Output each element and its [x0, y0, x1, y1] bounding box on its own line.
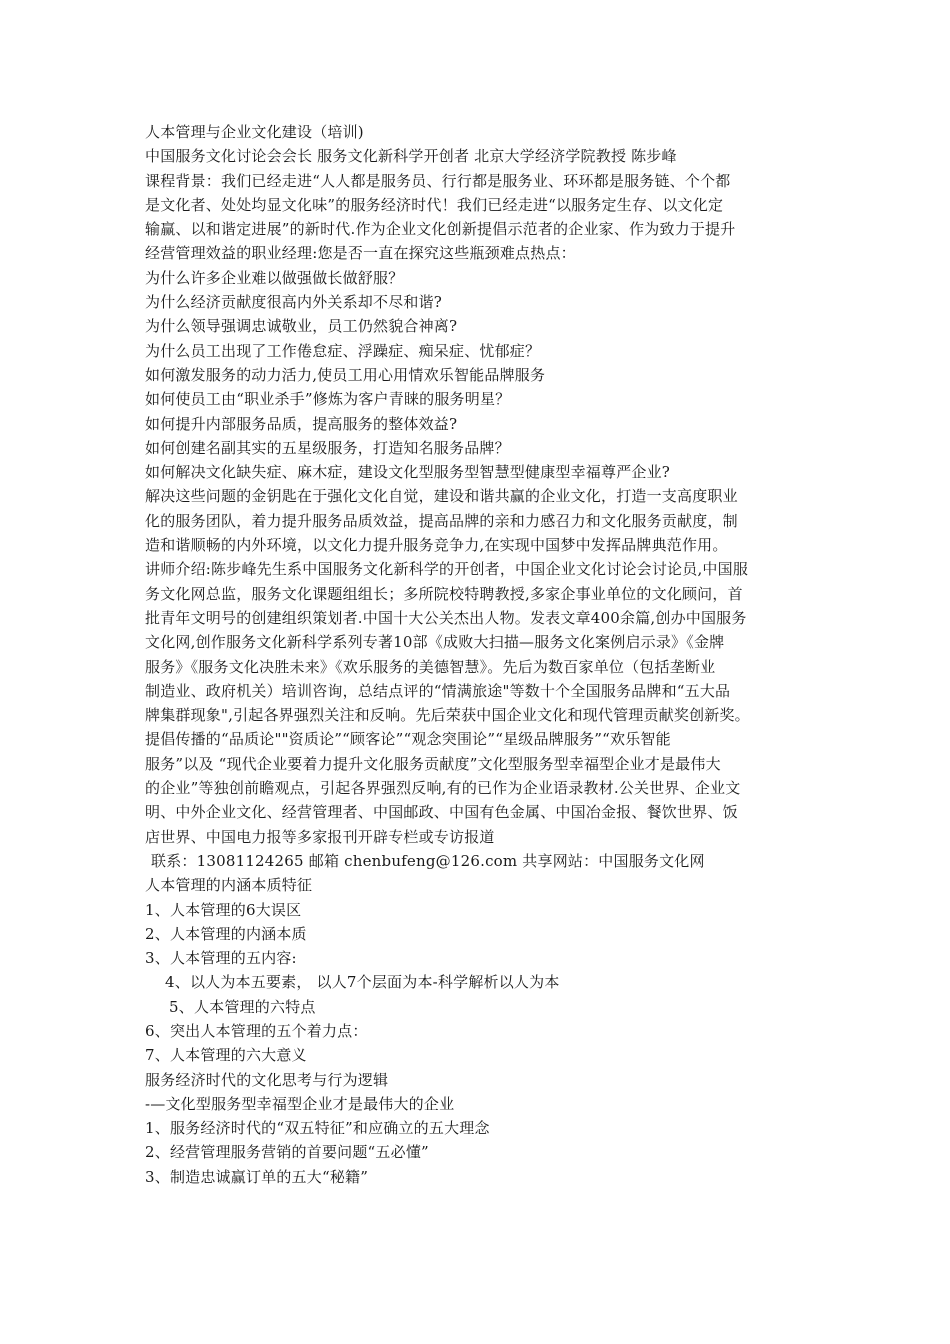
text-line: 如何激发服务的动力活力,使员工用心用情欢乐智能品牌服务 — [145, 365, 546, 384]
text-line: 5、人本管理的六特点 — [169, 997, 316, 1016]
text-line: 牌集群现象",引起各界强烈关注和反响。先后荣获中国企业文化和现代管理贡献奖创新奖。 — [145, 706, 750, 725]
text-line: 是文化者、处处均显文化味”的服务经济时代！我们已经走进“以服务定生存、以文化定 — [145, 195, 724, 214]
text-line: 3、人本管理的五内容: — [145, 949, 297, 968]
text-line: 中国服务文化讨论会会长 服务文化新科学开创者 北京大学经济学院教授 陈步峰 — [145, 147, 677, 166]
text-line: 明、中外企业文化、经营管理者、中国邮政、中国有色金属、中国冶金报、餐饮世界、饭 — [145, 803, 738, 822]
text-line: 服务》《服务文化决胜未来》《欢乐服务的美德智慧》。先后为数百家单位（包括垄断业 — [145, 657, 716, 676]
text-line: 人本管理的内涵本质特征 — [145, 876, 313, 895]
text-line: 服务经济时代的文化思考与行为逻辑 — [145, 1070, 389, 1089]
document-body — [145, 120, 810, 1189]
text-line: 制造业、政府机关）培训咨询，总结点评的“情满旅途"等数十个全国服务品牌和“五大品 — [145, 681, 731, 700]
text-line: 解决这些问题的金钥匙在于强化文化自觉，建设和谐共赢的企业文化，打造一支高度职业 — [145, 487, 738, 506]
text-line: 联系：13081124265 邮箱 chenbufeng@126.com 共享网站：中国服务文化网 — [151, 851, 705, 870]
text-line: 6、突出人本管理的五个着力点： — [145, 1021, 368, 1040]
text-line: 2、人本管理的内涵本质 — [145, 924, 307, 943]
text-line: 化的服务团队，着力提升服务品质效益，提高品牌的亲和力感召力和文化服务贡献度，制 — [145, 511, 738, 530]
text-line: 为什么领导强调忠诚敬业，员工仍然貌合神离? — [145, 317, 458, 336]
text-line: 经营管理效益的职业经理:您是否一直在探究这些瓶颈难点热点： — [145, 244, 576, 263]
text-line: 店世界、中国电力报等多家报刊开辟专栏或专访报道 — [145, 827, 495, 846]
text-line: 人本管理与企业文化建设（培训) — [145, 123, 364, 141]
text-line: 2、经营管理服务营销的首要问题“五必懂” — [145, 1143, 429, 1162]
text-line: 如何使员工由“职业杀手”修炼为客户青睐的服务明星？ — [145, 390, 511, 409]
text-line: 课程背景：我们已经走进“人人都是服务员、行行都是服务业、环环都是服务链、个个都 — [145, 171, 731, 190]
text-line: 文化网,创作服务文化新科学系列专著10部《成败大扫描—服务文化案例启示录》《金牌 — [145, 633, 725, 652]
text-line: 的企业”等独创前瞻观点，引起各界强烈反响,有的已作为企业语录教材.公关世界、企业文 — [145, 779, 741, 798]
text-line: 为什么许多企业难以做强做长做舒服？ — [145, 268, 404, 287]
text-line: 批青年文明号的创建组织策划者.中国十大公关杰出人物。发表文章400余篇,创办中国服务 — [145, 608, 747, 627]
text-line: 1、人本管理的6大误区 — [145, 900, 302, 919]
text-line: 提倡传播的“品质论""资质论”“顾客论”“观念突围论”“星级品牌服务”“欢乐智能 — [145, 730, 671, 749]
text-line: 服务”以及 “现代企业要着力提升文化服务贡献度”文化型服务型幸福型企业才是最伟大 — [145, 754, 721, 773]
text-line: 为什么经济贡献度很高内外关系却不尽和谐? — [145, 293, 443, 312]
text-line: 为什么员工出现了工作倦怠症、浮躁症、痴呆症、忧郁症？ — [145, 341, 541, 360]
text-line: 如何解决文化缺失症、麻木症，建设文化型服务型智慧型健康型幸福尊严企业? — [145, 463, 671, 482]
text-line: 务文化网总监，服务文化课题组组长；多所院校特聘教授,多家企事业单位的文化顾问，首 — [145, 584, 743, 603]
text-line: 7、人本管理的六大意义 — [145, 1046, 307, 1065]
text-line: 输赢、以和谐定进展”的新时代.作为企业文化创新提倡示范者的企业家、作为致力于提升 — [145, 220, 736, 239]
text-line: 如何提升内部服务品质，提高服务的整体效益? — [145, 414, 458, 433]
text-line: 3、制造忠诚赢订单的五大“秘籍” — [145, 1167, 369, 1186]
text-line: 如何创建名副其实的五星级服务，打造知名服务品牌？ — [145, 438, 510, 457]
text-line: 1、服务经济时代的“双五特征”和应确立的五大理念 — [145, 1119, 490, 1138]
text-line: 讲师介绍:陈步峰先生系中国服务文化新科学的开创者，中国企业文化讨论会讨论员,中国服 — [145, 560, 749, 579]
text-line: 造和谐顺畅的内外环境，以文化力提升服务竞争力,在实现中国梦中发挥品牌典范作用。 — [145, 536, 728, 555]
text-line: -—文化型服务型幸福型企业才是最伟大的企业 — [145, 1094, 455, 1113]
text-line: 4、以人为本五要素， 以人7个层面为本-科学解析以人为本 — [165, 973, 560, 992]
